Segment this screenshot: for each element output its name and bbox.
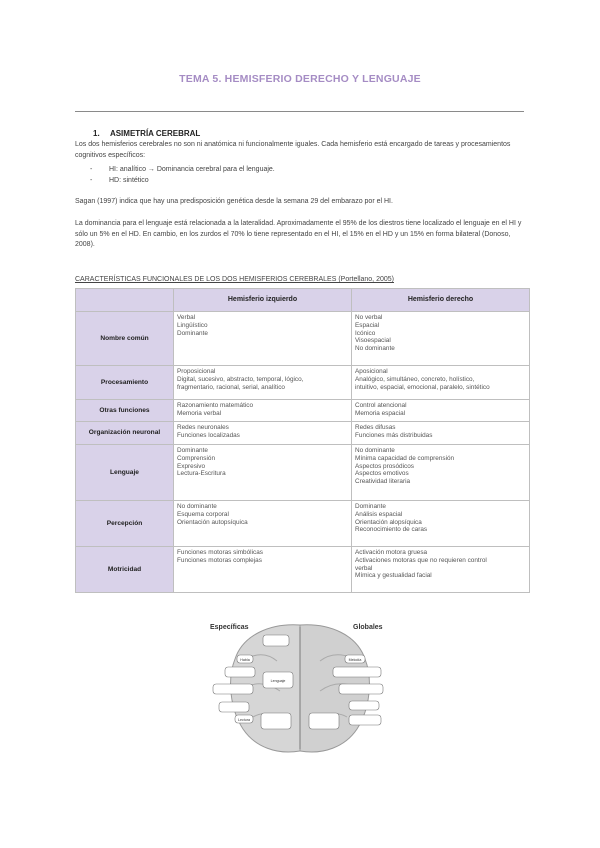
label-box	[349, 701, 379, 710]
figure-label-lectura: Lectura	[238, 718, 250, 722]
right-hemisphere-cell	[352, 501, 530, 547]
left-hemisphere-cell	[174, 366, 352, 400]
right-hemisphere-cell	[352, 400, 530, 422]
section-heading	[93, 129, 200, 138]
cell-line: intuitivo, espacial, emocional, paralelo, sintético	[355, 383, 490, 391]
cell-line: Dominante	[355, 503, 386, 510]
cell-line: Mínima capacidad de comprensión	[355, 454, 455, 462]
bullet-text: HD: sintético	[109, 176, 149, 184]
cell-line: Icónico	[355, 329, 376, 337]
table-body	[76, 312, 530, 593]
table-row	[76, 547, 530, 593]
cell-line: Funciones más distribuidas	[355, 431, 433, 439]
intro-paragraph: Los dos hemisferios cerebrales no son ni anatómica ni funcionalmente iguales. Cada hemisferio está encargado de tareas y procesamientos cognitivos específicos:	[75, 141, 511, 159]
cell-line: Creatividad literaria	[355, 478, 411, 486]
cell-line: Lectura-Escritura	[177, 470, 226, 478]
cell-line: Redes difusas	[355, 424, 396, 431]
bullet-dash: -	[90, 166, 93, 173]
cell-line: Aposicional	[355, 368, 388, 375]
table-row	[76, 312, 530, 366]
cell-line: Memoria espacial	[355, 409, 406, 417]
cell-line: Digital, sucesivo, abstracto, temporal, lógico,	[177, 375, 304, 383]
cell-line: No dominante	[355, 345, 395, 353]
right-hemisphere-cell	[352, 312, 530, 366]
left-hemisphere-cell	[174, 400, 352, 422]
table-row	[76, 422, 530, 445]
sagan-paragraph: Sagan (1997) indica que hay una predisposición genética desde la semana 29 del embarazo por el HI.	[75, 198, 393, 205]
cell-line: Verbal	[177, 314, 196, 321]
cell-line: Memoria verbal	[177, 409, 222, 417]
cell-line: Reconocimiento de caras	[355, 526, 428, 534]
section-number: 1.	[93, 129, 100, 138]
row-label: Lenguaje	[76, 445, 174, 501]
cell-line: Funciones motoras simbólicas	[177, 549, 263, 556]
cell-line: Orientación autopsíquica	[177, 518, 248, 526]
cell-line: Control atencional	[355, 402, 407, 409]
cell-line: Esquema corporal	[177, 510, 229, 518]
cell-line: Expresivo	[177, 462, 206, 470]
cell-line: Funciones motoras complejas	[177, 556, 262, 564]
row-label: Procesamiento	[76, 366, 174, 400]
figure-label-melodia: Melodía	[348, 658, 362, 662]
table-header-right: Hemisferio derecho	[352, 289, 530, 312]
left-hemisphere-cell	[174, 422, 352, 445]
cell-line: Analógico, simultáneo, concreto, holístico,	[355, 375, 475, 383]
cell-line: Activación motora gruesa	[355, 549, 428, 556]
cell-line: Dominante	[177, 329, 208, 337]
cell-line: Orientación alopsíquica	[355, 518, 422, 526]
brain-hemispheres-figure	[205, 617, 395, 757]
left-hemisphere-cell	[174, 501, 352, 547]
bullet-text: HI: analítico → Dominancia cerebral para el lenguaje.	[109, 166, 275, 173]
right-hemisphere-cell	[352, 547, 530, 593]
title-divider	[75, 111, 524, 112]
cell-line: Mímica y gestualidad facial	[355, 572, 432, 580]
table-row	[76, 501, 530, 547]
page-title: TEMA 5. HEMISFERIO DERECHO Y LENGUAJE	[179, 73, 421, 85]
row-label: Nombre común	[76, 312, 174, 366]
figure-right-title: Globales	[353, 624, 383, 631]
label-box	[333, 667, 381, 677]
cell-line: Activaciones motoras que no requieren control	[355, 556, 487, 564]
table-row	[76, 445, 530, 501]
figure-label-lenguaje: Lenguaje	[270, 679, 286, 683]
table-header-left: Hemisferio izquierdo	[174, 289, 352, 312]
cell-line: verbal	[355, 564, 373, 572]
cell-line: Espacial	[355, 321, 380, 329]
label-box	[225, 667, 255, 677]
table-row	[76, 400, 530, 422]
cell-line: Lingüístico	[177, 321, 208, 329]
bullet-item	[90, 176, 275, 187]
row-label: Organización neuronal	[76, 422, 174, 445]
label-box	[261, 713, 291, 729]
section-title: ASIMETRÍA CEREBRAL	[109, 129, 201, 138]
cell-line: Visoespacial	[355, 337, 391, 345]
row-label: Motricidad	[76, 547, 174, 593]
label-box	[309, 713, 339, 729]
left-hemisphere-cell	[174, 312, 352, 366]
label-box	[263, 635, 289, 646]
right-hemisphere-cell	[352, 422, 530, 445]
cell-line: Redes neuronales	[177, 424, 229, 431]
figure-label-habla: Habla	[240, 658, 250, 662]
cell-line: Aspectos emotivos	[355, 470, 409, 478]
label-box	[213, 684, 253, 694]
hemisphere-bullets	[90, 165, 275, 186]
cell-line: No dominante	[177, 503, 217, 510]
label-box	[219, 702, 249, 712]
cell-line: Dominante	[177, 447, 208, 454]
label-box	[339, 684, 383, 694]
cell-line: Análisis espacial	[355, 510, 403, 518]
right-hemisphere-cell	[352, 366, 530, 400]
figure-left-title: Específicas	[210, 624, 249, 631]
cell-line: Aspectos prosódicos	[355, 462, 414, 470]
table-row	[76, 366, 530, 400]
cell-line: fragmentario, racional, serial, analítico	[177, 383, 285, 391]
table-header-row	[76, 289, 530, 312]
left-hemisphere-cell	[174, 445, 352, 501]
cell-line: Comprensión	[177, 454, 216, 462]
right-hemisphere-cell	[352, 445, 530, 501]
dominance-paragraph: La dominancia para el lenguaje está relacionada a la lateralidad. Aproximadamente el 95% de los diestros tiene localizado el lenguaje en el HI y sólo un 5% en el HD. En cambio, en los zurdos el 70% lo tiene representado en el HI, el 15% en el HD y un 15% en forma bilateral (Donoso, 2008).	[75, 220, 522, 248]
left-hemisphere-cell	[174, 547, 352, 593]
table-header-corner	[76, 289, 174, 312]
cell-line: Funciones localizadas	[177, 431, 240, 439]
bullet-item	[90, 165, 275, 176]
label-box	[349, 715, 381, 725]
cell-line: Proposicional	[177, 368, 216, 375]
cell-line: No verbal	[355, 314, 383, 321]
hemisphere-comparison-table	[75, 288, 530, 593]
table-caption: CARACTERÍSTICAS FUNCIONALES DE LOS DOS HEMISFERIOS CEREBRALES (Portellano, 2005)	[75, 276, 394, 283]
cell-line: No dominante	[355, 447, 395, 454]
cell-line: Razonamiento matemático	[177, 402, 254, 409]
bullet-dash: -	[90, 176, 93, 184]
row-label: Percepción	[76, 501, 174, 547]
row-label: Otras funciones	[76, 400, 174, 422]
